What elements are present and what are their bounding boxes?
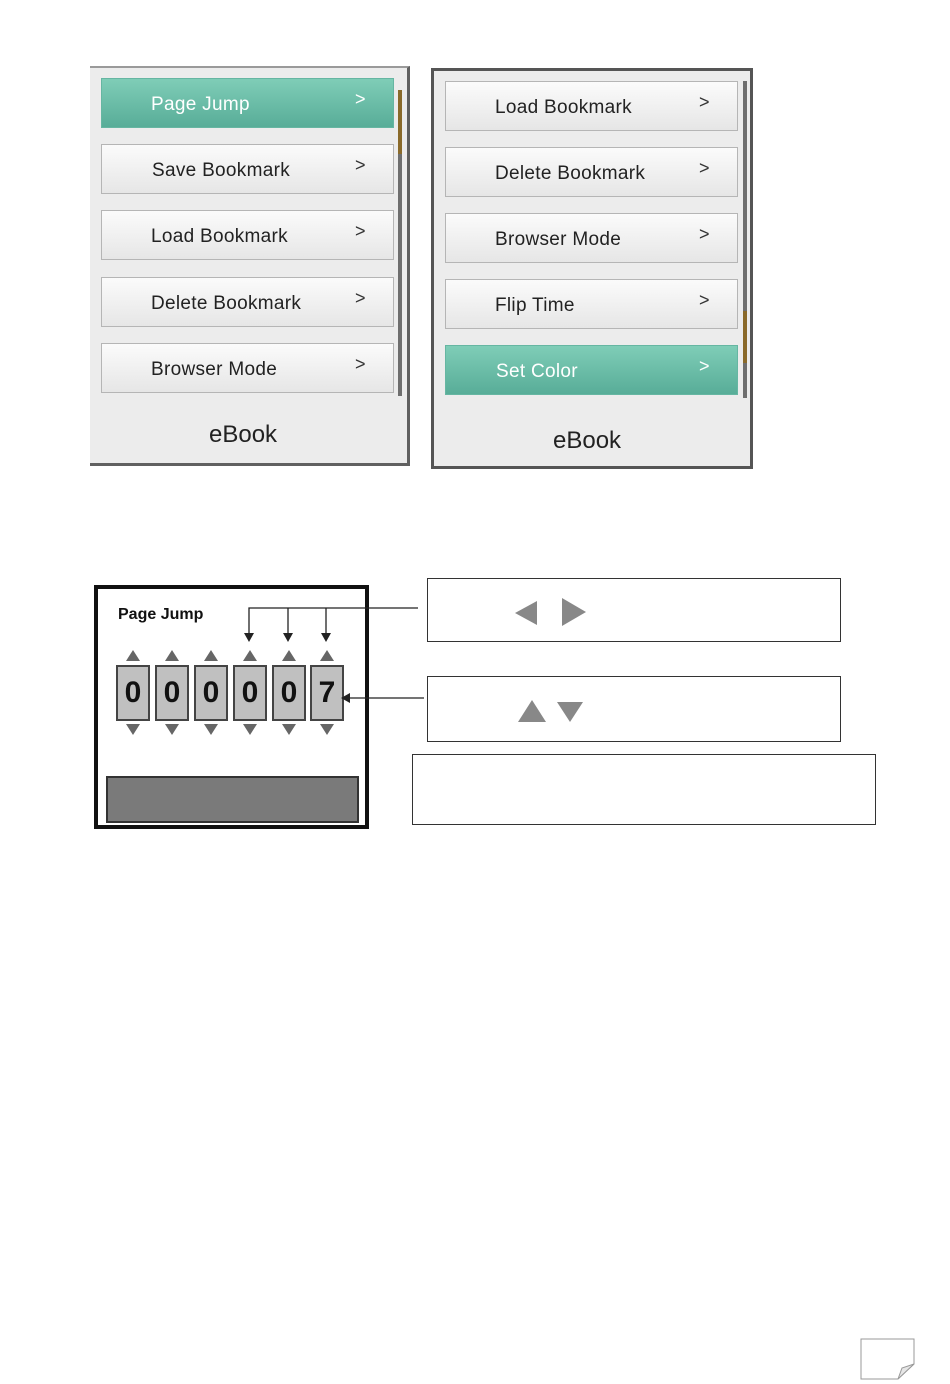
- chevron-right-icon: >: [355, 354, 366, 374]
- callout-box-digit-change: [427, 676, 841, 742]
- arrow-head-icon: [341, 693, 350, 703]
- arrow-down-icon: [557, 702, 583, 722]
- arrow-head-icon: [321, 633, 331, 642]
- menu-item-label: Load Bookmark: [151, 226, 288, 247]
- arrow-up-icon: [518, 700, 546, 722]
- arrow-head-icon: [244, 633, 254, 642]
- page-corner-icon: [860, 1338, 915, 1380]
- menu-item-label: Set Color: [496, 361, 578, 382]
- chevron-right-icon: >: [699, 290, 710, 310]
- digit-cell[interactable]: 0: [272, 665, 306, 721]
- menu-item-label: Flip Time: [495, 295, 575, 316]
- chevron-right-icon: >: [355, 288, 366, 308]
- chevron-right-icon: >: [699, 224, 710, 244]
- digit-cell[interactable]: 0: [155, 665, 189, 721]
- arrow-left-icon: [515, 601, 537, 625]
- digit-cell[interactable]: 0: [233, 665, 267, 721]
- chevron-right-icon: >: [699, 92, 710, 112]
- footer-title: eBook: [209, 421, 278, 448]
- menu-item-label: Page Jump: [151, 94, 250, 115]
- menu-item-label: Browser Mode: [151, 359, 278, 380]
- chevron-right-icon: >: [355, 221, 366, 241]
- chevron-right-icon: >: [355, 89, 366, 109]
- digit-cell[interactable]: 7: [310, 665, 344, 721]
- chevron-right-icon: >: [699, 158, 710, 178]
- arrow-head-icon: [283, 633, 293, 642]
- menu-item-label: Delete Bookmark: [495, 163, 646, 184]
- arrow-right-icon: [562, 598, 586, 626]
- digit-cell[interactable]: 0: [116, 665, 150, 721]
- dialog-title: Page Jump: [118, 606, 204, 623]
- menu-item-label: Load Bookmark: [495, 97, 632, 118]
- chevron-right-icon: >: [355, 155, 366, 175]
- menu-item-label: Save Bookmark: [152, 160, 291, 181]
- chevron-right-icon: >: [699, 356, 710, 376]
- footer-title: eBook: [553, 427, 622, 454]
- menu-item-label: Browser Mode: [495, 229, 622, 250]
- callout-box-digit-select: [427, 578, 841, 642]
- menu-item-label: Delete Bookmark: [151, 293, 302, 314]
- digit-cell[interactable]: 0: [194, 665, 228, 721]
- callout-box-confirm: [412, 754, 876, 825]
